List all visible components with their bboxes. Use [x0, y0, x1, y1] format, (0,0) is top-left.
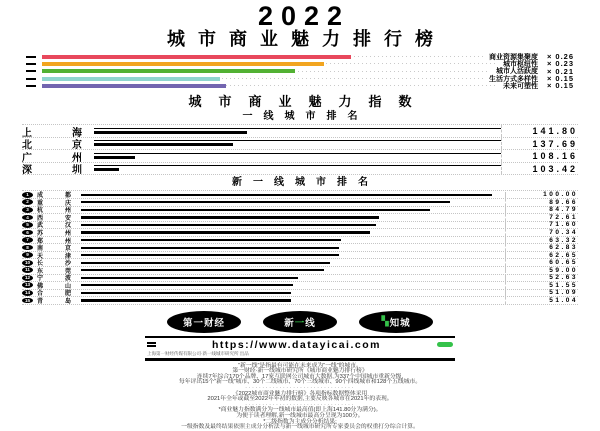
- city-bar-track: [81, 214, 506, 221]
- legend-leader: [42, 82, 497, 89]
- city-bar: [81, 269, 324, 271]
- legend-tick-icon: [26, 78, 36, 80]
- city-bar: [81, 292, 291, 294]
- city-bar: [94, 156, 135, 159]
- legend-bar: [42, 69, 295, 73]
- rank-badge: 7: [22, 237, 33, 243]
- new-tier1-row: [22, 207, 578, 215]
- new-tier1-row: [22, 190, 578, 199]
- page-title: 城市商业魅力排行榜: [167, 29, 446, 49]
- footnote-line: *商业魅力指数满分为一线城市最高值(即上海141.80分为满分)。: [218, 407, 382, 414]
- new-tier1-row: [22, 214, 578, 222]
- city-bar-track: [81, 192, 506, 199]
- city-name: 苏 州: [37, 231, 71, 237]
- new-tier1-row: [22, 244, 578, 252]
- city-bar: [81, 216, 379, 218]
- rank-badge: 2: [22, 199, 33, 205]
- legend-bar: [42, 84, 226, 88]
- city-name: 郑 州: [37, 238, 71, 245]
- rank-badge: 12: [22, 275, 33, 281]
- logo-text: 知城: [389, 317, 411, 329]
- logo-text: 线: [305, 317, 316, 329]
- city-name: 重 庆: [37, 200, 71, 207]
- city-bar: [81, 194, 492, 196]
- footnote-line: 每年评出15个“新一线”城市、30个二线城市、70个三线城市、90个四线城市和128个五线城市。: [178, 379, 422, 386]
- city-bar: [81, 239, 341, 241]
- city-value: 72.61: [549, 213, 578, 221]
- city-bar-track: [94, 163, 502, 175]
- city-bar-track: [94, 138, 502, 150]
- legend-label: 城市枢纽性: [503, 60, 538, 68]
- rank-badge: 13: [22, 282, 33, 288]
- tier1-chart: [22, 124, 578, 175]
- city-name: 南 京: [37, 246, 71, 253]
- legend-weight: × 0.21: [546, 66, 574, 76]
- city-bar-track: [81, 199, 506, 206]
- index-section-title: 城市商业魅力指数: [188, 94, 429, 110]
- legend-weight: × 0.15: [546, 74, 574, 84]
- new-tier1-row: [22, 290, 578, 298]
- new-tier1-row: [22, 237, 578, 245]
- city-name: 深 圳: [22, 165, 82, 177]
- legend-leader: [42, 60, 497, 67]
- logo-text: 新: [284, 317, 295, 329]
- url-bar: [145, 336, 455, 361]
- legend-leader: [42, 53, 483, 60]
- dotted-separator: ································: [245, 385, 355, 392]
- tier1-row: [22, 124, 578, 138]
- legend-tick-icon: [26, 56, 36, 58]
- city-bar: [81, 277, 298, 279]
- city-value: 62.65: [549, 251, 578, 259]
- city-bar: [81, 209, 430, 211]
- city-track-line: [94, 165, 501, 166]
- logo-new-first-tier: [263, 311, 337, 333]
- green-dot-icon: [437, 342, 453, 347]
- new-tier1-row: [22, 229, 578, 237]
- new-tier1-row: [22, 267, 578, 275]
- city-bar: [94, 131, 247, 134]
- city-value: 51.04: [549, 296, 578, 304]
- city-bar: [81, 262, 330, 264]
- city-bar-track: [81, 275, 506, 282]
- city-value: 63.32: [549, 236, 578, 244]
- city-track-line: [94, 153, 501, 154]
- rank-badge: 9: [22, 252, 33, 258]
- city-value: 100.00: [543, 191, 578, 199]
- rank-badge: 6: [22, 230, 33, 236]
- new-tier1-row: [22, 282, 578, 290]
- city-bar: [81, 231, 370, 233]
- city-value: 62.83: [549, 244, 578, 252]
- legend-row: [26, 75, 574, 82]
- new-tier1-row: [22, 297, 578, 305]
- footnote-line: 连续7年综合170个品牌、17家互联网公司城市大数据,为337个中国城市重新分级,: [196, 373, 404, 380]
- city-bar-track: [81, 282, 506, 289]
- rank-badge: 3: [22, 207, 33, 213]
- legend-leader: [42, 68, 490, 75]
- legend-bar: [42, 55, 351, 59]
- city-value: 84.79: [549, 206, 578, 214]
- city-bar: [81, 299, 291, 301]
- city-value: 71.60: [549, 221, 578, 229]
- new-tier1-row: [22, 199, 578, 207]
- footnote-line: 《2022城市商业魅力排行榜》各项指标数据整体采用: [232, 390, 368, 397]
- city-bar-track: [81, 237, 506, 244]
- city-bar-track: [81, 259, 506, 266]
- rank-badge: 10: [22, 260, 33, 266]
- city-bar: [81, 224, 376, 226]
- tier1-row: [22, 138, 578, 151]
- city-track-line: [94, 140, 501, 141]
- legend-row: [26, 60, 574, 67]
- tier1-row: [22, 150, 578, 163]
- legend-label: 城市人活跃度: [496, 68, 538, 76]
- legend-tick-icon: [26, 70, 36, 72]
- city-bar-track: [81, 222, 506, 229]
- legend-bar: [42, 62, 324, 66]
- legend-tick-icon: [26, 85, 36, 87]
- city-value: 103.42: [532, 163, 578, 174]
- footnote-line: 第一财经·新一线城市研究所《城市商业魅力排行榜》: [232, 368, 368, 375]
- new-tier1-chart: [22, 190, 578, 304]
- legend-label: 生活方式多样性: [489, 75, 538, 83]
- menu-icon: [147, 342, 156, 347]
- city-name: 佛 山: [37, 283, 71, 290]
- city-name: 合 肥: [37, 291, 71, 298]
- footnote-line: 2021年全年或截至2022年年初的数据,主要反映各城市在2021年的表现。: [207, 396, 393, 403]
- footnotes: [0, 364, 600, 431]
- rank-badge: 5: [22, 222, 33, 228]
- rank-badge: 15: [22, 298, 33, 304]
- footnote-line: 一级指数及最终结果依照主成分分析法与新一线城市研究所专家委员会的权重打分综合计算。: [181, 424, 419, 431]
- city-name: 成 都: [37, 193, 71, 200]
- city-bar: [94, 143, 233, 146]
- footnote-line: “新一线”是指最有可能在未来成为“一线”的城市。: [238, 362, 362, 369]
- credit-line: 上海第一财经传媒有限公司·新一线城市研究所 出品: [145, 351, 455, 361]
- city-name: 武 汉: [37, 223, 71, 230]
- tier1-heading: 一线城市排名: [242, 111, 369, 123]
- city-value: 60.65: [549, 259, 578, 267]
- city-bar: [81, 254, 339, 256]
- city-name: 东 莞: [37, 268, 71, 275]
- city-value: 70.34: [549, 229, 578, 236]
- city-bar-track: [81, 267, 506, 274]
- new-tier1-row: [22, 259, 578, 267]
- logo-text: 第一财经: [182, 317, 225, 329]
- legend-weight: × 0.23: [546, 59, 574, 69]
- city-bar: [81, 201, 450, 203]
- rank-badge: 1: [22, 192, 33, 198]
- new-tier1-row: [22, 275, 578, 283]
- city-value: 51.55: [549, 281, 578, 289]
- city-name: 西 安: [37, 215, 71, 222]
- city-bar-track: [81, 229, 506, 236]
- city-name: 天 津: [37, 253, 71, 260]
- footnote-line: 为便于读者理解,新一线城市最高分呈现为100分。: [236, 413, 364, 420]
- city-value: 89.66: [549, 198, 578, 206]
- city-bar-track: [81, 244, 506, 251]
- legend-row: [26, 53, 574, 60]
- new-tier1-row: [22, 222, 578, 230]
- city-value: 137.69: [532, 138, 578, 149]
- legend-label: 商业资源集聚度: [489, 53, 538, 61]
- city-bar-track: [94, 125, 502, 137]
- city-value: 141.80: [532, 126, 578, 137]
- page-title-year: 2022: [257, 1, 351, 31]
- legend-row: [26, 82, 574, 89]
- city-bar: [81, 284, 293, 286]
- logo-zhicheng: [359, 311, 433, 333]
- city-bar-track: [81, 252, 506, 259]
- city-name: 宁 波: [37, 276, 71, 283]
- city-value: 52.63: [549, 274, 578, 282]
- city-name: 北 京: [22, 140, 82, 152]
- city-value: 108.16: [532, 151, 578, 162]
- website-url[interactable]: https://www.datayicai.com: [212, 338, 381, 351]
- logo-text: 一: [294, 317, 306, 329]
- url-row: [145, 338, 455, 351]
- city-name: 广 州: [22, 152, 82, 164]
- new-tier1-row: [22, 252, 578, 260]
- city-bar-track: [81, 290, 506, 297]
- city-value: 51.09: [549, 289, 578, 297]
- city-bar-track: [94, 150, 502, 162]
- legend-label: 未来可塑性: [503, 82, 538, 90]
- city-bar: [94, 168, 119, 171]
- dotted-separator: ································: [245, 401, 355, 408]
- legend-weight: × 0.26: [546, 52, 574, 62]
- legend-leader: [42, 75, 483, 82]
- weights-legend: [26, 53, 574, 89]
- rank-badge: 11: [22, 267, 33, 273]
- logo-text: ▚: [381, 316, 390, 328]
- rank-badge: 8: [22, 245, 33, 251]
- legend-bar: [42, 77, 220, 81]
- logo-yicai: [167, 311, 241, 333]
- city-name: 杭 州: [37, 208, 71, 215]
- legend-weight: × 0.15: [546, 81, 574, 91]
- rank-badge: 14: [22, 290, 33, 296]
- city-name: 长 沙: [37, 261, 71, 268]
- new-tier1-heading: 新一线城市排名: [232, 177, 379, 189]
- city-bar-track: [81, 207, 506, 214]
- city-name: 青 岛: [37, 298, 71, 305]
- publisher-logos: [0, 311, 600, 333]
- tier1-row: [22, 163, 578, 176]
- footnote-line: *二级指数为主成分分析结果;: [263, 418, 337, 425]
- city-bar-track: [81, 297, 506, 304]
- city-value: 59.00: [549, 266, 578, 274]
- city-name: 上 海: [22, 127, 82, 139]
- city-bar: [81, 247, 339, 249]
- legend-tick-icon: [26, 63, 36, 65]
- city-track-line: [94, 128, 501, 129]
- rank-badge: 4: [22, 215, 33, 221]
